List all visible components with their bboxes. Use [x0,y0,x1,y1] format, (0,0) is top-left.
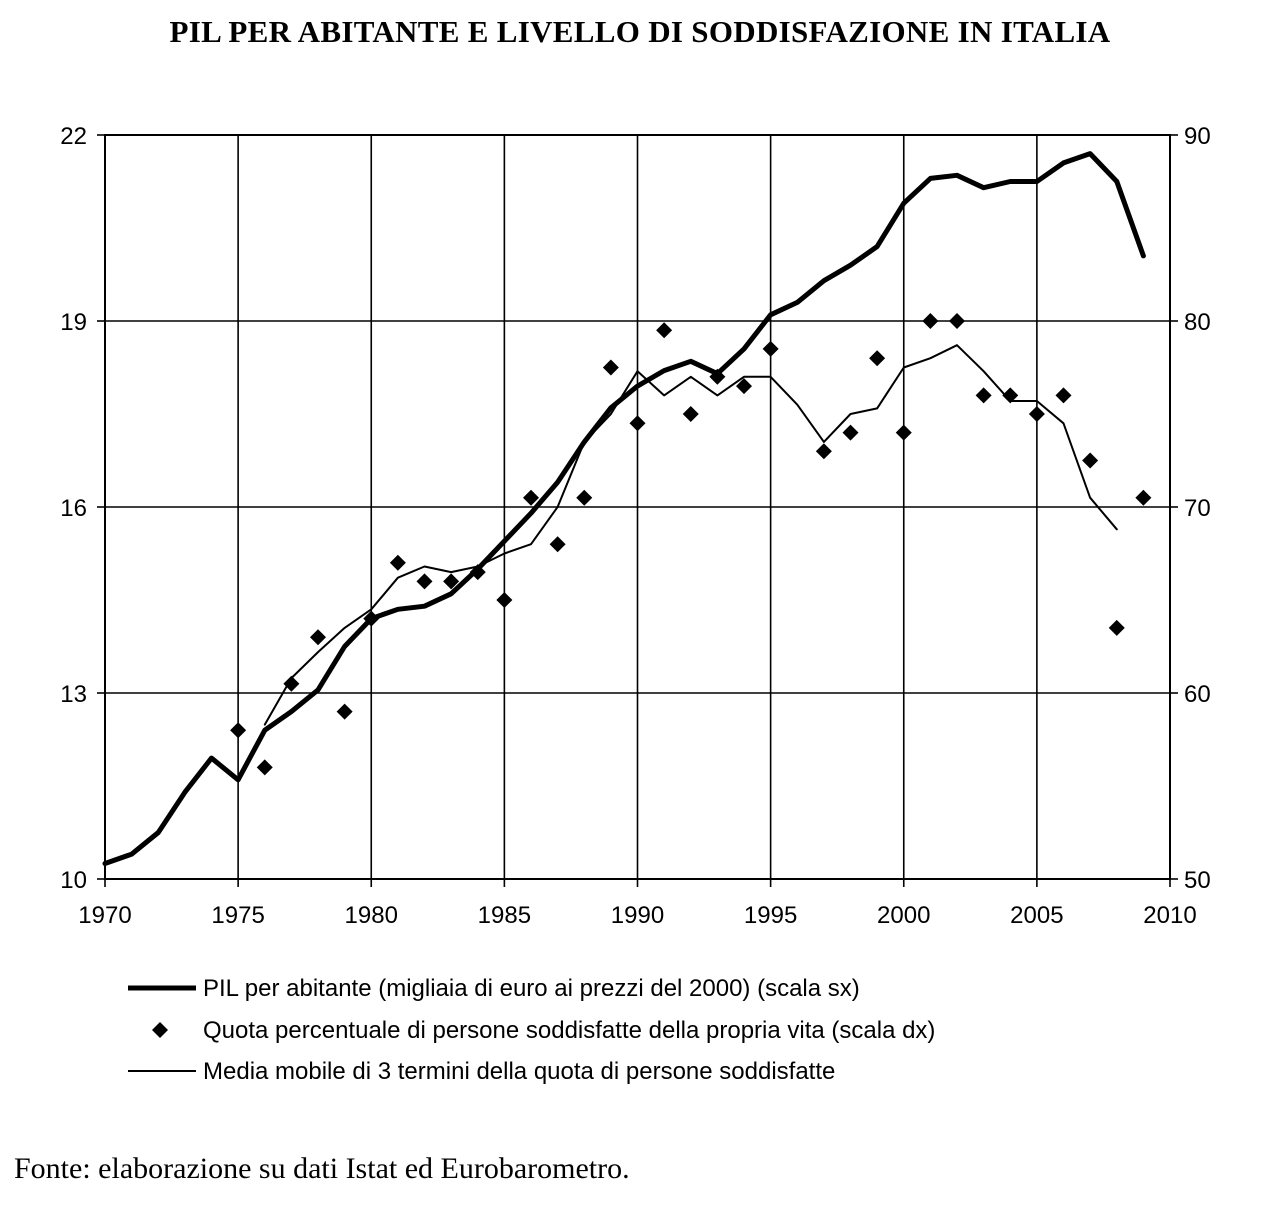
legend [128,975,935,1085]
series-point-satisfaction [683,406,699,422]
legend-label: PIL per abitante (migliaia di euro ai prezzi del 2000) (scala sx) [203,975,860,1002]
series-point-satisfaction [257,759,273,775]
y-left-tick-label: 10 [60,867,87,894]
series-point-satisfaction [310,629,326,645]
x-tick-label: 1970 [78,902,132,929]
x-tick-label: 1985 [477,902,532,929]
series-point-satisfaction [763,341,779,357]
series-point-satisfaction [603,360,619,376]
y-left-tick-label: 19 [60,309,87,336]
series-point-satisfaction [496,592,512,608]
series-point-satisfaction [1082,453,1098,469]
y-right-tick-label: 70 [1184,495,1211,522]
x-tick-label: 1990 [610,902,665,929]
chart-title: PIL PER ABITANTE E LIVELLO DI SODDISFAZIONE IN ITALIA [169,14,1111,49]
y-right-tick-label: 60 [1184,681,1211,708]
y-right-tick-label: 50 [1184,867,1211,894]
series-point-satisfaction [843,425,859,441]
axis-ticks [60,123,1210,929]
series-point-satisfaction [869,350,885,366]
series-point-satisfaction [976,387,992,403]
y-left-tick-label: 22 [60,123,87,150]
series-point-satisfaction [949,313,965,329]
y-right-tick-label: 80 [1184,309,1211,336]
x-tick-label: 2010 [1143,902,1197,929]
y-right-tick-label: 90 [1184,123,1211,150]
legend-swatch-diamond [152,1022,168,1038]
series-point-satisfaction [390,555,406,571]
series-point-satisfaction [230,722,246,738]
series-point-satisfaction [1135,490,1151,506]
series-point-satisfaction [337,704,353,720]
y-left-tick-label: 16 [60,495,87,522]
series-point-satisfaction [417,573,433,589]
x-tick-label: 1975 [211,902,265,929]
series-line-moving-average [265,345,1117,724]
series-point-satisfaction [896,425,912,441]
x-tick-label: 1980 [344,902,398,929]
legend-label: Quota percentuale di persone soddisfatte della propria vita (scala dx) [203,1017,936,1044]
series-point-satisfaction [576,490,592,506]
legend-label: Media mobile di 3 termini della quota di persone soddisfatte [203,1058,836,1085]
source-note: Fonte: elaborazione su dati Istat ed Eurobarometro. [14,1152,630,1185]
x-tick-label: 1995 [743,902,798,929]
y-left-tick-label: 13 [60,681,87,708]
x-tick-label: 2005 [1010,902,1064,929]
series-point-satisfaction [1056,387,1072,403]
series-point-satisfaction [656,322,672,338]
series-point-satisfaction [550,536,566,552]
series-point-satisfaction [1029,406,1045,422]
series-layer [105,154,1151,864]
x-tick-label: 2000 [877,902,931,929]
series-point-satisfaction [816,443,832,459]
series-point-satisfaction [630,415,646,431]
series-line-pil [105,154,1143,864]
series-point-satisfaction [922,313,938,329]
series-point-satisfaction [1109,620,1125,636]
